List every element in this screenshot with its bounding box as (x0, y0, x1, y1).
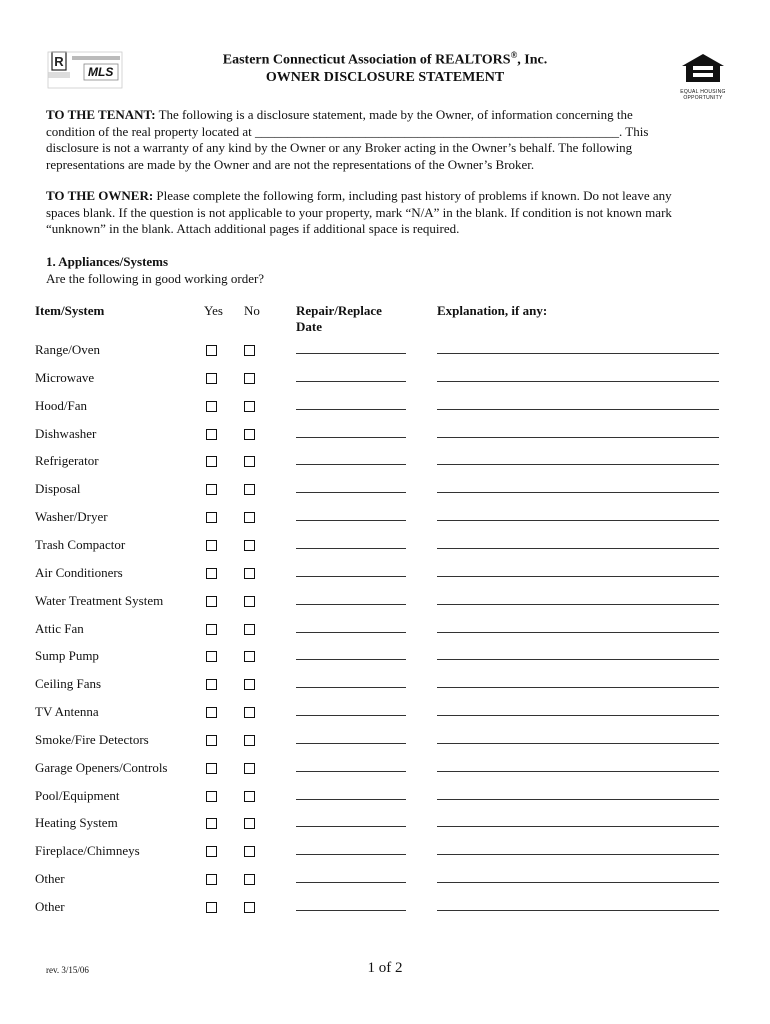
no-checkbox[interactable] (244, 345, 255, 356)
col-repair-header (296, 303, 382, 335)
repair-date-field[interactable] (296, 771, 406, 772)
item-label: Garage Openers/Controls (35, 759, 168, 775)
repair-date-field[interactable] (296, 659, 406, 660)
org-suffix: , Inc. (517, 52, 548, 68)
equal-housing-text-2: OPPORTUNITY (683, 95, 723, 101)
explanation-field[interactable] (437, 632, 719, 633)
no-checkbox[interactable] (244, 651, 255, 662)
explanation-field[interactable] (437, 799, 719, 800)
equal-housing-text-1: EQUAL HOUSING (680, 89, 726, 95)
explanation-field[interactable] (437, 659, 719, 660)
item-label: Water Treatment System (35, 592, 164, 608)
owner-line-1: Please complete the following form, including past history of problems if known. Do not leave any (153, 188, 672, 203)
item-label: Fireplace/Chimneys (35, 843, 140, 859)
col-repair-line-2: Date (296, 319, 322, 334)
yes-checkbox[interactable] (206, 429, 217, 440)
repair-date-field[interactable] (296, 826, 406, 827)
table-row (0, 370, 770, 390)
repair-date-field[interactable] (296, 854, 406, 855)
no-checkbox[interactable] (244, 874, 255, 885)
no-checkbox[interactable] (244, 902, 255, 913)
tenant-line-2: condition of the real property located at ________________________________________________________. This (46, 123, 649, 139)
explanation-field[interactable] (437, 576, 719, 577)
item-label: Sump Pump (35, 648, 99, 664)
tenant-line-1: The following is a disclosure statement, made by the Owner, of information concerning the (155, 107, 633, 122)
tenant-line-3: disclosure is not a warranty of any kind by the Owner or any Broker acting in the Owner’s behalf. The following (46, 140, 633, 155)
yes-checkbox[interactable] (206, 735, 217, 746)
yes-checkbox[interactable] (206, 456, 217, 467)
item-label: TV Antenna (35, 704, 99, 720)
explanation-field[interactable] (437, 771, 719, 772)
yes-checkbox[interactable] (206, 401, 217, 412)
table-row (0, 509, 770, 529)
no-checkbox[interactable] (244, 512, 255, 523)
explanation-field[interactable] (437, 743, 719, 744)
repair-date-field[interactable] (296, 437, 406, 438)
explanation-field[interactable] (437, 882, 719, 883)
no-checkbox[interactable] (244, 456, 255, 467)
explanation-field[interactable] (437, 381, 719, 382)
no-checkbox[interactable] (244, 568, 255, 579)
yes-checkbox[interactable] (206, 818, 217, 829)
svg-text:R: R (54, 54, 64, 69)
explanation-field[interactable] (437, 854, 719, 855)
repair-date-field[interactable] (296, 910, 406, 911)
explanation-field[interactable] (437, 910, 719, 911)
page-number: 1 of 2 (367, 960, 403, 976)
table-row (0, 621, 770, 641)
table-row (0, 899, 770, 919)
revision-date: rev. 3/15/06 (46, 965, 89, 975)
explanation-field[interactable] (437, 353, 719, 354)
yes-checkbox[interactable] (206, 373, 217, 384)
repair-date-field[interactable] (296, 799, 406, 800)
no-checkbox[interactable] (244, 735, 255, 746)
table-row (0, 648, 770, 668)
equal-housing-logo (680, 52, 726, 101)
table-row (0, 342, 770, 362)
item-label: Smoke/Fire Detectors (35, 731, 149, 747)
owner-label: TO THE OWNER: (46, 188, 154, 203)
repair-date-field[interactable] (296, 632, 406, 633)
item-label: Air Conditioners (35, 564, 123, 580)
yes-checkbox[interactable] (206, 624, 217, 635)
yes-checkbox[interactable] (206, 651, 217, 662)
no-checkbox[interactable] (244, 818, 255, 829)
repair-date-field[interactable] (296, 492, 406, 493)
table-row (0, 481, 770, 501)
form-title: OWNER DISCLOSURE STATEMENT (265, 69, 505, 85)
registered-mark: ® (510, 50, 518, 60)
no-checkbox[interactable] (244, 763, 255, 774)
table-row (0, 537, 770, 557)
item-label: Heating System (35, 815, 118, 831)
repair-date-field[interactable] (296, 548, 406, 549)
explanation-field[interactable] (437, 520, 719, 521)
yes-checkbox[interactable] (206, 707, 217, 718)
item-label: Dishwasher (35, 425, 97, 441)
yes-checkbox[interactable] (206, 874, 217, 885)
no-checkbox[interactable] (244, 596, 255, 607)
no-checkbox[interactable] (244, 679, 255, 690)
item-label: Washer/Dryer (35, 509, 108, 525)
item-label: Other (35, 899, 65, 914)
page-title (0, 47, 770, 86)
table-row (0, 426, 770, 446)
yes-checkbox[interactable] (206, 345, 217, 356)
tenant-paragraph (46, 107, 736, 173)
table-row (0, 593, 770, 613)
col-explanation-header: Explanation, if any: (437, 303, 548, 318)
item-label: Attic Fan (35, 620, 84, 636)
section-question: Are the following in good working order? (46, 270, 265, 286)
repair-date-field[interactable] (296, 715, 406, 716)
equal-housing-icon (680, 52, 726, 84)
table-row (0, 565, 770, 585)
yes-checkbox[interactable] (206, 484, 217, 495)
no-checkbox[interactable] (244, 707, 255, 718)
col-yes-header: Yes (204, 303, 223, 318)
yes-checkbox[interactable] (206, 902, 217, 913)
repair-date-field[interactable] (296, 882, 406, 883)
item-label: Refrigerator (35, 453, 99, 469)
no-checkbox[interactable] (244, 540, 255, 551)
explanation-field[interactable] (437, 715, 719, 716)
repair-date-field[interactable] (296, 381, 406, 382)
table-row (0, 760, 770, 780)
explanation-field[interactable] (437, 826, 719, 827)
repair-date-field[interactable] (296, 687, 406, 688)
yes-checkbox[interactable] (206, 596, 217, 607)
table-row (0, 815, 770, 835)
item-label: Disposal (35, 481, 81, 497)
yes-checkbox[interactable] (206, 512, 217, 523)
yes-checkbox[interactable] (206, 568, 217, 579)
no-checkbox[interactable] (244, 484, 255, 495)
repair-date-field[interactable] (296, 743, 406, 744)
item-label: Microwave (35, 369, 95, 385)
table-row (0, 732, 770, 752)
no-checkbox[interactable] (244, 373, 255, 384)
owner-line-2: spaces blank. If the question is not applicable to your property, mark “N/A” in the blank. If condition is not known mark (46, 204, 672, 220)
item-label: Other (35, 871, 65, 887)
section-1 (46, 254, 264, 287)
section-heading: 1. Appliances/Systems (46, 254, 169, 269)
mls-text: MLS (88, 65, 114, 79)
item-label: Range/Oven (35, 342, 100, 357)
table-row (0, 843, 770, 863)
tenant-line-4: representations are made by the Owner and are not the representations of the Owner’s Broker. (46, 156, 535, 172)
repair-date-field[interactable] (296, 353, 406, 354)
repair-date-field[interactable] (296, 576, 406, 577)
explanation-field[interactable] (437, 492, 719, 493)
item-label: Trash Compactor (35, 536, 126, 552)
item-label: Ceiling Fans (35, 676, 102, 692)
tenant-label: TO THE TENANT: (46, 107, 156, 122)
repair-date-field[interactable] (296, 464, 406, 465)
col-repair-line-1: Repair/Replace (296, 303, 382, 318)
explanation-field[interactable] (437, 409, 719, 410)
table-row (0, 788, 770, 808)
yes-checkbox[interactable] (206, 846, 217, 857)
col-no-header: No (244, 303, 260, 318)
repair-date-field[interactable] (296, 520, 406, 521)
explanation-field[interactable] (437, 604, 719, 605)
yes-checkbox[interactable] (206, 679, 217, 690)
item-label: Hood/Fan (35, 397, 87, 413)
yes-checkbox[interactable] (206, 540, 217, 551)
repair-date-field[interactable] (296, 409, 406, 410)
explanation-field[interactable] (437, 437, 719, 438)
yes-checkbox[interactable] (206, 791, 217, 802)
org-name: Eastern Connecticut Association of REALTORS (222, 52, 511, 68)
repair-date-field[interactable] (296, 604, 406, 605)
table-row (0, 704, 770, 724)
table-row (0, 453, 770, 473)
table-row (0, 676, 770, 696)
no-checkbox[interactable] (244, 846, 255, 857)
explanation-field[interactable] (437, 548, 719, 549)
owner-paragraph (46, 188, 746, 238)
no-checkbox[interactable] (244, 791, 255, 802)
yes-checkbox[interactable] (206, 763, 217, 774)
table-row (0, 871, 770, 891)
table-row (0, 398, 770, 418)
no-checkbox[interactable] (244, 624, 255, 635)
explanation-field[interactable] (437, 464, 719, 465)
item-label: Pool/Equipment (35, 787, 120, 803)
col-item-header: Item/System (35, 303, 105, 318)
owner-line-3: “unknown” in the blank. Attach additional pages if additional space is required. (46, 221, 460, 236)
explanation-field[interactable] (437, 687, 719, 688)
no-checkbox[interactable] (244, 401, 255, 412)
no-checkbox[interactable] (244, 429, 255, 440)
